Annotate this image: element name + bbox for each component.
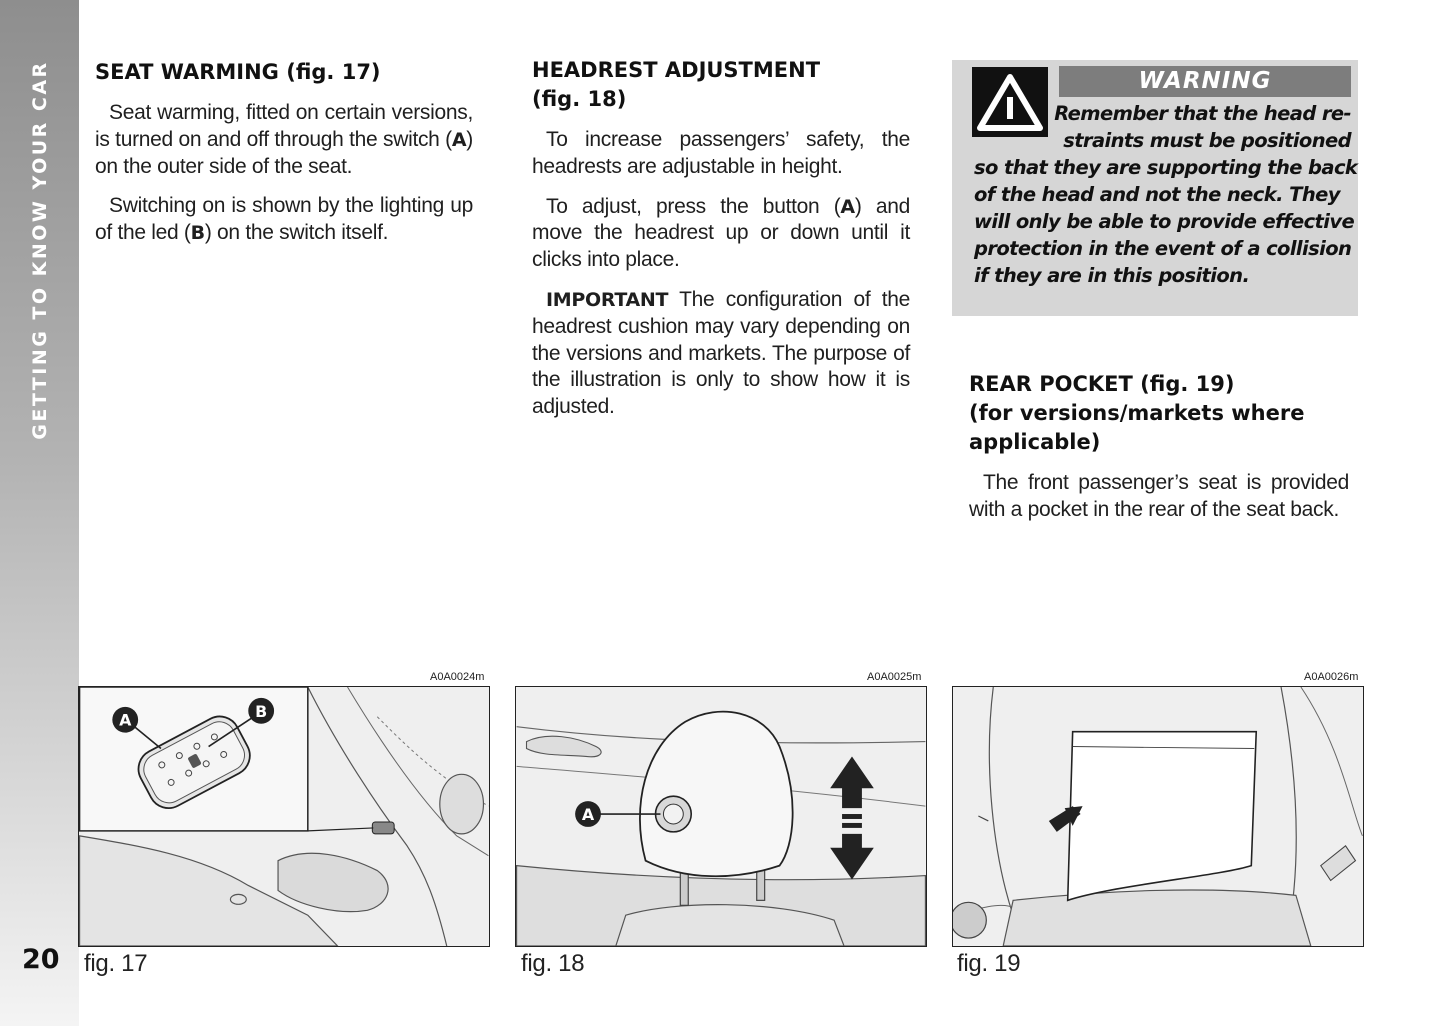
headrest-drawing xyxy=(516,687,926,946)
fig-19-illustration xyxy=(952,686,1364,947)
fig-17-illustration xyxy=(78,686,490,947)
fig-18-code: A0A0025m xyxy=(867,671,922,683)
fig-17-label-b: B xyxy=(255,701,268,721)
warning-title: WARNING xyxy=(1059,66,1351,97)
fig-18-label-a: A xyxy=(581,804,595,824)
headrest-heading xyxy=(532,56,912,114)
section-title: GETTING TO KNOW YOUR CAR xyxy=(29,60,51,440)
rear-pocket-drawing xyxy=(953,687,1363,946)
fig-17-caption: fig. 17 xyxy=(84,950,148,977)
headrest-paragraph-2: To adjust, press the button (A) and move the headrest up or down until it clicks into place. xyxy=(532,194,910,272)
fig-18-illustration xyxy=(515,686,927,947)
warning-text: Remember that the head re- straints must be positioned so that they are supporting the back of the head and not the neck. They will only be able to provide effective protection in the event of a collision if they are in this position. xyxy=(974,102,1358,287)
rear-pocket-heading xyxy=(969,370,1359,457)
fig-18-caption: fig. 18 xyxy=(521,950,585,977)
headrest-paragraph-1: To increase passengers’ safety, the headrests are adjustable in height. xyxy=(532,128,910,178)
page-number: 20 xyxy=(22,944,60,975)
rear-pocket-paragraph-1: The front passenger’s seat is provided with a pocket in the rear of the seat back. xyxy=(969,471,1349,521)
headrest-body xyxy=(532,127,910,434)
headrest-fig-ref: (fig. 18) xyxy=(532,87,627,111)
seat-warming-title: SEAT WARMING xyxy=(95,60,279,84)
rear-pocket-title: REAR POCKET xyxy=(969,372,1133,396)
fig-19-caption: fig. 19 xyxy=(957,950,1021,977)
seat-switch-drawing xyxy=(79,687,489,946)
seat-warming-fig-ref: (fig. 17) xyxy=(286,60,381,84)
rear-pocket-fig-ref: (fig. 19) xyxy=(1140,372,1235,396)
important-label: IMPORTANT xyxy=(546,288,669,311)
seat-warming-paragraph-2: Switching on is shown by the lighting up of the led (B) on the switch itself. xyxy=(95,194,473,245)
fig-17-code: A0A0024m xyxy=(430,671,485,683)
seat-warming-body xyxy=(95,100,473,260)
rear-pocket-body xyxy=(969,470,1349,537)
headrest-important-paragraph: IMPORTANT The configuration of the headrest cushion may vary depending on the versions and markets. The purpose of the illustration is only to show how it is adjusted. xyxy=(532,287,910,419)
seat-warming-paragraph-1: Seat warming, fitted on certain versions, is turned on and off through the switch (A) on the outer side of the seat. xyxy=(95,101,473,178)
headrest-title: HEADREST ADJUSTMENT xyxy=(532,58,821,82)
rear-pocket-subheading: (for versions/markets where applicable) xyxy=(969,401,1305,454)
section-sidebar xyxy=(0,0,79,1026)
warning-box xyxy=(952,60,1358,316)
seat-warming-heading xyxy=(95,58,495,87)
fig-19-code: A0A0026m xyxy=(1304,671,1359,683)
fig-17-label-a: A xyxy=(119,710,132,730)
